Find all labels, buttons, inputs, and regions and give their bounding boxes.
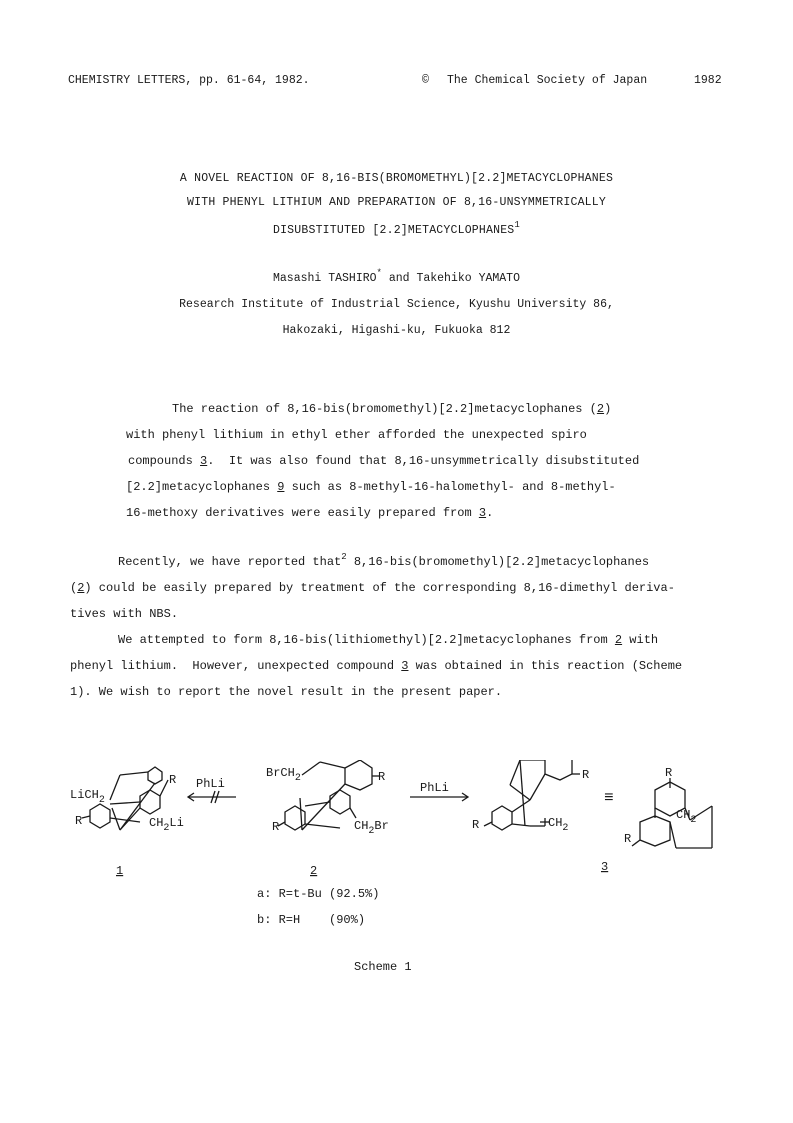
- compound-1-r-top: R: [169, 773, 177, 787]
- compound-1-substituent-1: LiCH$_2$: [70, 788, 105, 806]
- abstract-text: 16-methoxy derivatives were easily prepared from: [126, 506, 479, 520]
- journal-citation: CHEMISTRY LETTERS, pp. 61-64, 1982.: [68, 74, 310, 87]
- title-line-2: WITH PHENYL LITHIUM AND PREPARATION OF 8,16-UNSYMMETRICALLY: [187, 196, 606, 209]
- body-text: ) could be easily prepared by treatment of the corresponding 8,16-dimethyl deriva-: [84, 581, 675, 595]
- compound-ref: 3: [478, 506, 487, 520]
- title-line-1: A NOVEL REACTION OF 8,16-BIS(BROMOMETHYL)[2.2]METACYCLOPHANES: [179, 172, 614, 185]
- author-2: Takehiko YAMATO: [416, 272, 520, 285]
- abstract-text: .: [486, 506, 494, 520]
- body-p2-line-1: [118, 633, 658, 647]
- body-text: with: [622, 633, 659, 647]
- body-text: phenyl lithium. However, unexpected compound: [70, 659, 402, 673]
- citation-mark: 2: [341, 552, 347, 562]
- equivalence-sign: ≡: [604, 789, 614, 807]
- abstract-text: such as 8-methyl-16-halomethyl- and 8-methyl-: [284, 480, 616, 494]
- reagent-label-2: PhLi: [420, 781, 449, 795]
- compound-2-substituent-2: $CH_2Br$: [354, 819, 389, 837]
- compound-3-alt-ch2: $CH_2$: [676, 808, 697, 826]
- body-p2-line-2: [70, 659, 682, 673]
- compound-2-r-left: R: [272, 820, 280, 834]
- copyright-symbol: ©: [422, 74, 429, 87]
- compound-3-structure: [484, 760, 580, 830]
- reagent-label-1: PhLi: [196, 777, 225, 791]
- body-text: We attempted to form 8,16-bis(lithiomethyl)[2.2]metacyclophanes from: [118, 633, 615, 647]
- compound-ref: 2: [596, 402, 605, 416]
- compound-label-3: 3: [601, 860, 609, 874]
- title-line-3-text: DISUBSTITUTED [2.2]METACYCLOPHANES: [272, 224, 515, 237]
- title-line-3: [0, 220, 793, 237]
- corresponding-mark: *: [376, 268, 382, 278]
- body-text: 8,16-bis(bromomethyl)[2.2]metacyclophanes: [346, 555, 650, 569]
- abstract-line-2: with phenyl lithium in ethyl ether afforded the unexpected spiro: [126, 428, 587, 442]
- compound-2-r-top: R: [378, 770, 386, 784]
- abstract-text: . It was also found that 8,16-unsymmetrically disubstituted: [207, 454, 640, 468]
- compound-1-substituent-2: $CH_2Li$: [149, 816, 184, 834]
- compound-3-r-top: R: [582, 768, 590, 782]
- compound-3-alt-structure: [632, 778, 712, 848]
- body-text: Recently, we have reported that: [118, 555, 342, 569]
- compound-ref: 3: [401, 659, 409, 673]
- compound-3-alt-r-left: R: [624, 832, 632, 846]
- compound-3-methylene: $CH_2$: [548, 816, 569, 834]
- body-p1-line-2: [70, 581, 675, 595]
- compound-3-alt-r-top: R: [665, 766, 673, 780]
- abstract-text: The reaction of 8,16-bis(bromomethyl)[2.2]metacyclophanes (: [172, 402, 597, 416]
- abstract-line-5: [126, 506, 493, 520]
- body-p1-line-3: tives with NBS.: [70, 607, 179, 621]
- author-line: [0, 268, 793, 285]
- compound-3-r-left: R: [472, 818, 480, 832]
- abstract-text: ): [604, 402, 612, 416]
- title-footnote-mark: 1: [514, 220, 521, 230]
- author-conj: and: [381, 272, 417, 285]
- affiliation-line-2: Hakozaki, Higashi-ku, Fukuoka 812: [282, 324, 511, 337]
- compound-ref: 2: [614, 633, 623, 647]
- header-year: 1982: [694, 74, 722, 87]
- compound-ref: 3: [200, 454, 208, 468]
- society-name: The Chemical Society of Japan: [447, 74, 648, 87]
- compound-ref: 2: [77, 581, 85, 595]
- yield-a: a: R=t-Bu (92.5%): [257, 887, 380, 901]
- abstract-text: [2.2]metacyclophanes: [126, 480, 278, 494]
- abstract-line-3: [128, 454, 639, 468]
- compound-2-substituent-1: BrCH$_2$: [266, 766, 301, 784]
- abstract-line-1: [172, 402, 611, 416]
- compound-label-1: 1: [116, 864, 124, 878]
- yield-b: b: R=H (90%): [257, 913, 366, 927]
- compound-1-r-left: R: [75, 814, 83, 828]
- author-1: Masashi TASHIRO: [273, 272, 377, 285]
- body-text: (: [70, 581, 78, 595]
- abstract-line-4: [126, 480, 616, 494]
- body-p2-line-3: 1). We wish to report the novel result in the present paper.: [70, 685, 503, 699]
- body-text: was obtained in this reaction (Scheme: [408, 659, 683, 673]
- scheme-1-figure: [0, 760, 793, 890]
- scheme-caption: Scheme 1: [354, 960, 412, 974]
- affiliation-line-1: Research Institute of Industrial Science, Kyushu University 86,: [179, 298, 614, 311]
- body-p1-line-1: [118, 552, 650, 569]
- compound-label-2: 2: [310, 864, 318, 878]
- abstract-text: compounds: [128, 454, 201, 468]
- compound-ref: 9: [277, 480, 285, 494]
